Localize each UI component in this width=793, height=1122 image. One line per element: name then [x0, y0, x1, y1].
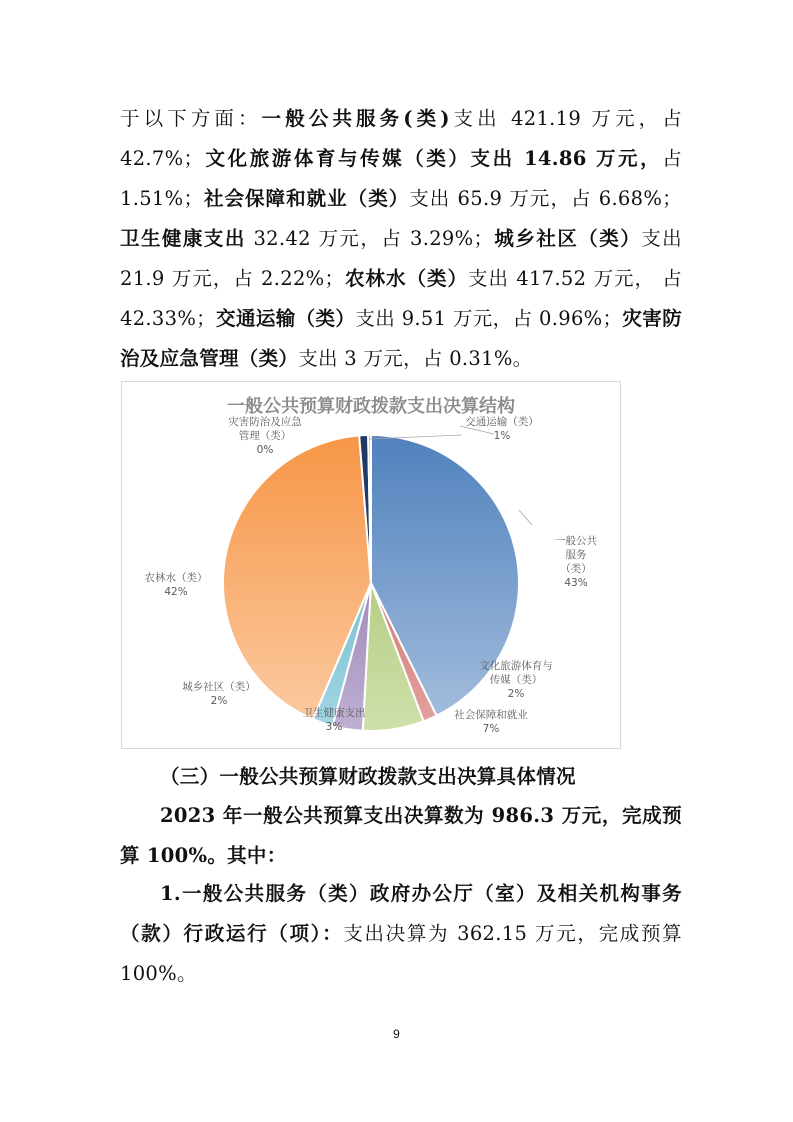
slice-name: 文化旅游体育与 传媒（类）: [479, 660, 553, 686]
text-segment: 支出 21.9 万元，占 2.22%；: [120, 227, 682, 290]
text-segment: 支出 421.19 万元，占 42.7%；: [120, 107, 682, 170]
chart-title: 一般公共预算财政拨款支出决算结构: [227, 396, 515, 417]
slice-label: [182, 680, 256, 708]
paragraph-total: 2023 年一般公共预算支出决算数为 986.3 万元，完成预算 100%。其中：: [120, 804, 682, 867]
text-segment: 32.42 万元，占 3.29%；: [245, 227, 494, 250]
text-segment: 卫生健康支出: [120, 227, 246, 250]
leader-line: [519, 510, 532, 525]
slice-label: [303, 706, 366, 734]
slice-name: 城乡社区（类）: [182, 681, 256, 693]
text-segment: 农林水（类）: [344, 267, 469, 290]
slice-label: [228, 415, 302, 457]
slice-name: 社会保障和就业: [454, 709, 528, 721]
text-segment: 城乡社区（类）: [493, 227, 642, 250]
text-segment: 支出 417.52 万元， 占 42.33%；: [120, 267, 682, 330]
slice-percent: 7%: [482, 723, 500, 735]
text-segment: 文化旅游体育与传媒（类）支出 14.86 万元，: [203, 147, 663, 170]
text-segment: 灾害防治及应急管理（类）: [120, 307, 682, 370]
text-segment: 1.一般公共服务（类）政府办公厅（室）及相关机构事务（款）行政运行（项）：: [120, 882, 682, 945]
text-segment: 支出 65.9 万元，占 6.68%；: [409, 187, 682, 210]
slice-label: [465, 415, 539, 443]
slice-name: 交通运输（类）: [465, 416, 539, 428]
slice-percent: 3%: [325, 721, 343, 733]
text-segment: 支出决算为 362.15 万元，完成预算 100%。: [120, 922, 682, 985]
slice-percent: 2%: [507, 688, 525, 700]
text-segment: 社会保障和就业（类）: [203, 187, 410, 210]
slice-percent: 0%: [256, 444, 274, 456]
slice-label: [479, 659, 553, 701]
slice-name: 一般公共服务 （类）: [555, 535, 597, 575]
section-heading: （三）一般公共预算财政拨款支出决算具体情况: [160, 765, 576, 788]
slice-label: [454, 708, 528, 736]
slice-label: [554, 534, 598, 590]
page-number: 9: [393, 1027, 400, 1041]
text-segment: 占 1.51%；: [120, 147, 682, 210]
slice-percent: 1%: [493, 430, 511, 442]
text-segment: 支出 3 万元，占 0.31%。: [298, 347, 533, 370]
paragraph-item-1: [120, 874, 682, 994]
slice-percent: 43%: [564, 577, 588, 589]
slice-percent: 2%: [210, 695, 228, 707]
slice-name: 农林水（类）: [144, 572, 208, 584]
slice-percent: 42%: [164, 586, 188, 598]
text-segment: 交通运输（类）: [215, 307, 356, 330]
pie-chart: [121, 381, 621, 749]
paragraph-expenditure-summary: [120, 99, 682, 379]
text-segment: 于以下方面：: [120, 107, 262, 130]
slice-name: 卫生健康支出: [302, 707, 366, 719]
slice-label: [145, 571, 208, 599]
slice-name: 灾害防治及应急 管理（类）: [228, 416, 302, 442]
text-segment: 一般公共服务(类): [261, 107, 450, 130]
text-segment: 支出 9.51 万元，占 0.96%；: [355, 307, 623, 330]
